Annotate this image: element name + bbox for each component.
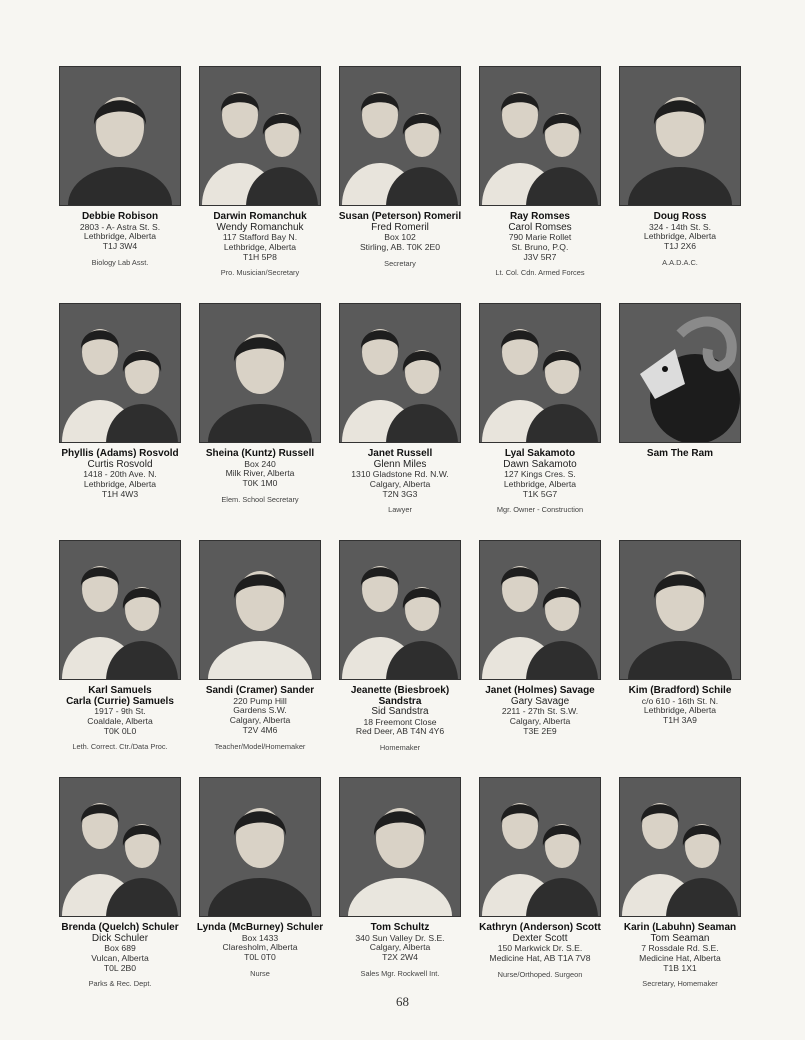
primary-name: Sam The Ram (646, 448, 714, 459)
occupation: Biology Lab Asst. (91, 257, 149, 267)
primary-name: Ray Romses (509, 211, 570, 222)
ram-mascot-icon (620, 304, 740, 442)
occupation: Homemaker (379, 743, 421, 753)
primary-name: Karl Samuels (88, 685, 152, 696)
primary-name: Janet Russell (367, 448, 433, 459)
portrait-photo (479, 66, 601, 206)
person-entry (50, 540, 190, 777)
primary-name: Debbie Robison (81, 211, 159, 222)
person-entry (610, 777, 750, 1014)
name-block (80, 212, 160, 268)
address-line: T0L 2B0 (103, 962, 137, 973)
person-entry (50, 777, 190, 1014)
name-block (624, 923, 736, 990)
name-block (351, 449, 448, 516)
spouse-name: Curtis Rosvold (87, 458, 153, 470)
address-line: 117 Stafford Bay N. (222, 232, 298, 242)
address-line: Lethbridge, Alberta (643, 705, 717, 716)
occupation: Lt. Col. Cdn. Armed Forces (495, 268, 585, 278)
portrait-photo-icon (60, 67, 180, 205)
name-block (61, 449, 178, 499)
address-line: 127 Kings Cres. S. (504, 469, 576, 479)
portrait-photo (339, 303, 461, 443)
spouse-name: Carla (Currie) Samuels (66, 695, 174, 707)
occupation: Teacher/Model/Homemaker (214, 741, 306, 751)
address-line: T1J 3W4 (102, 241, 138, 252)
address-line: c/o 610 - 16th St. N. (641, 695, 719, 706)
portrait-photo-icon (480, 304, 600, 442)
address-line: T0L 0T0 (244, 952, 276, 963)
spouse-name: Sid Sandstra (371, 706, 429, 717)
person-entry (330, 540, 470, 777)
address-line: Medicine Hat, Alberta (639, 952, 721, 963)
portrait-photo (199, 540, 321, 680)
portrait-photo (59, 66, 181, 206)
occupation: Elem. School Secretary (221, 494, 299, 504)
name-block (197, 923, 323, 979)
address-line: J3V 5R7 (523, 251, 557, 262)
primary-name: Darwin Romanchuk (213, 211, 307, 222)
address-line: Red Deer, AB T4N 4Y6 (355, 726, 445, 737)
portrait-photo-icon (620, 67, 740, 205)
name-block (485, 686, 595, 736)
portrait-photo-icon (620, 778, 740, 916)
address-line: Gardens S.W. (233, 705, 287, 716)
name-block (355, 923, 444, 979)
portrait-photo (479, 777, 601, 917)
occupation: Leth. Correct. Ctr./Data Proc. (72, 742, 168, 752)
portrait-photo-icon (200, 67, 320, 205)
portrait-photo (479, 303, 601, 443)
portrait-photo (619, 777, 741, 917)
address-line: 324 - 14th St. S. (648, 221, 712, 232)
address-line: Vulcan, Alberta (91, 952, 149, 963)
address-line: 7 Rossdale Rd. S.E. (641, 943, 719, 953)
primary-name: Sandi (Cramer) Sander (205, 685, 315, 696)
portrait-photo (199, 303, 321, 443)
portrait-photo-icon (200, 778, 320, 916)
address-line: T1B 1X1 (663, 962, 697, 973)
address-line: Coaldale, Alberta (87, 715, 153, 726)
name-block (647, 449, 713, 460)
spouse-name: Dexter Scott (512, 932, 568, 944)
portrait-photo-icon (340, 778, 460, 916)
occupation: Secretary, Homemaker (642, 979, 718, 989)
address-line: Lethbridge, Alberta (83, 478, 157, 489)
address-line: T1H 5P8 (243, 251, 277, 262)
portrait-photo (199, 777, 321, 917)
spouse-name: Fred Romeril (371, 221, 429, 233)
address-line: St. Bruno, P.Q. (511, 241, 569, 252)
address-line: Calgary, Alberta (229, 715, 291, 726)
name-block (497, 449, 583, 516)
name-block (339, 212, 461, 269)
address-line: 790 Marie Rollet (508, 232, 572, 242)
address-line: Calgary, Alberta (369, 942, 431, 953)
occupation: Parks & Rec. Dept. (88, 979, 152, 989)
person-entry (330, 777, 470, 1014)
address-line: Box 689 (104, 943, 136, 953)
spouse-name: Dick Schuler (91, 932, 149, 944)
name-block (495, 212, 584, 279)
primary-name: Lynda (McBurney) Schuler (196, 922, 324, 933)
portrait-photo-icon (620, 541, 740, 679)
address-line: T0K 1M0 (242, 478, 278, 489)
portrait-photo (339, 66, 461, 206)
name-block (479, 923, 601, 980)
occupation: Pro. Musician/Secretary (220, 268, 300, 278)
occupation: Mgr. Owner - Construction (496, 505, 584, 515)
address-line: Lethbridge, Alberta (503, 478, 577, 489)
portrait-photo-icon (340, 541, 460, 679)
primary-name: Brenda (Quelch) Schuler (61, 922, 179, 933)
name-block (213, 212, 306, 279)
primary-name: Tom Schultz (370, 922, 430, 933)
person-entry (190, 777, 330, 1014)
person-entry (190, 540, 330, 777)
address-line: Box 1433 (241, 932, 279, 943)
address-line: Lethbridge, Alberta (643, 231, 717, 242)
address-line: Medicine Hat, AB T1A 7V8 (489, 952, 591, 963)
portrait-photo (59, 777, 181, 917)
primary-name: Jeanette (Biesbroek) Sandstra (350, 685, 450, 707)
address-line: Calgary, Alberta (509, 715, 571, 726)
address-line: 2211 - 27th St. S.W. (501, 706, 579, 716)
address-line: T1H 3A9 (663, 715, 697, 726)
portrait-photo (619, 540, 741, 680)
address-line: Milk River, Alberta (225, 468, 295, 479)
address-line: 2803 - A- Astra St. S. (79, 221, 161, 232)
spouse-name: Glenn Miles (373, 458, 427, 470)
address-line: 150 Markwick Dr. S.E. (497, 943, 583, 953)
portrait-photo-icon (480, 778, 600, 916)
person-entry (470, 777, 610, 1014)
address-line: Stirling, AB. T0K 2E0 (359, 241, 441, 252)
occupation: A.A.D.A.C. (662, 257, 698, 267)
portrait-photo (619, 303, 741, 443)
spouse-name: Gary Savage (510, 695, 570, 707)
name-block (629, 686, 732, 726)
portrait-photo-icon (60, 541, 180, 679)
portrait-photo (619, 66, 741, 206)
person-entry (470, 303, 610, 540)
spouse-name: Tom Seaman (650, 932, 710, 944)
address-line: T2X 2W4 (382, 952, 418, 963)
primary-name: Lyal Sakamoto (504, 448, 576, 459)
spouse-name: Dawn Sakamoto (503, 458, 577, 470)
address-line: T0K 0L0 (103, 725, 137, 736)
primary-name: Doug Ross (653, 211, 707, 222)
person-entry (50, 66, 190, 303)
address-line: Box 102 (384, 232, 416, 242)
portrait-photo-icon (200, 304, 320, 442)
portrait-photo (59, 303, 181, 443)
address-line: Claresholm, Alberta (222, 942, 298, 953)
primary-name: Phyllis (Adams) Rosvold (61, 448, 179, 459)
name-block (644, 212, 716, 268)
occupation: Lawyer (388, 505, 412, 515)
name-block (330, 686, 470, 754)
name-block (66, 686, 174, 753)
name-block (206, 686, 314, 752)
portrait-photo-icon (480, 67, 600, 205)
spouse-name: Wendy Romanchuk (216, 221, 304, 233)
occupation: Secretary (384, 258, 416, 268)
primary-name: Janet (Holmes) Savage (485, 685, 595, 696)
address-line: 220 Pump Hill (233, 695, 287, 706)
occupation: Nurse (250, 968, 270, 978)
primary-name: Karin (Labuhn) Seaman (623, 922, 737, 933)
address-line: 340 Sun Valley Dr. S.E. (355, 932, 445, 943)
address-line: T1H 4W3 (101, 488, 139, 499)
yearbook-grid (50, 66, 750, 1014)
address-line: 18 Freemont Close (363, 716, 437, 727)
primary-name: Susan (Peterson) Romeril (338, 211, 462, 222)
address-line: 1917 - 9th St. (94, 706, 146, 716)
person-entry (470, 66, 610, 303)
portrait-photo-icon (340, 67, 460, 205)
address-line: T2N 3G3 (382, 488, 418, 499)
person-entry (610, 303, 750, 540)
person-entry (610, 66, 750, 303)
person-entry (330, 303, 470, 540)
address-line: T3E 2E9 (523, 725, 557, 736)
person-entry (190, 303, 330, 540)
address-line: Calgary, Alberta (369, 478, 431, 489)
portrait-photo (199, 66, 321, 206)
portrait-photo-icon (340, 304, 460, 442)
portrait-photo (59, 540, 181, 680)
address-line: T1K 5G7 (522, 488, 558, 499)
person-entry (470, 540, 610, 777)
portrait-photo-icon (60, 304, 180, 442)
person-entry (50, 303, 190, 540)
address-line: Box 240 (244, 458, 276, 469)
address-line: 1310 Gladstone Rd. N.W. (351, 469, 449, 479)
address-line: 1418 - 20th Ave. N. (83, 469, 157, 479)
portrait-photo-icon (60, 778, 180, 916)
primary-name: Kathryn (Anderson) Scott (479, 922, 601, 933)
occupation: Sales Mgr. Rockwell Int. (360, 968, 440, 978)
portrait-photo (339, 540, 461, 680)
portrait-photo (479, 540, 601, 680)
name-block (61, 923, 178, 990)
address-line: Lethbridge, Alberta (223, 241, 297, 252)
address-line: T1J 2X6 (663, 241, 696, 252)
occupation: Nurse/Orthoped. Surgeon (497, 969, 583, 979)
person-entry (610, 540, 750, 777)
portrait-photo-icon (480, 541, 600, 679)
primary-name: Sheina (Kuntz) Russell (205, 448, 315, 459)
person-entry (330, 66, 470, 303)
name-block (206, 449, 314, 505)
primary-name: Kim (Bradford) Schile (628, 685, 732, 696)
page-number: 68 (396, 994, 409, 1009)
address-line: Lethbridge, Alberta (83, 231, 157, 242)
address-line: T2V 4M6 (242, 724, 278, 735)
portrait-photo-icon (200, 541, 320, 679)
person-entry (190, 66, 330, 303)
spouse-name: Carol Romses (508, 221, 572, 233)
portrait-photo (339, 777, 461, 917)
